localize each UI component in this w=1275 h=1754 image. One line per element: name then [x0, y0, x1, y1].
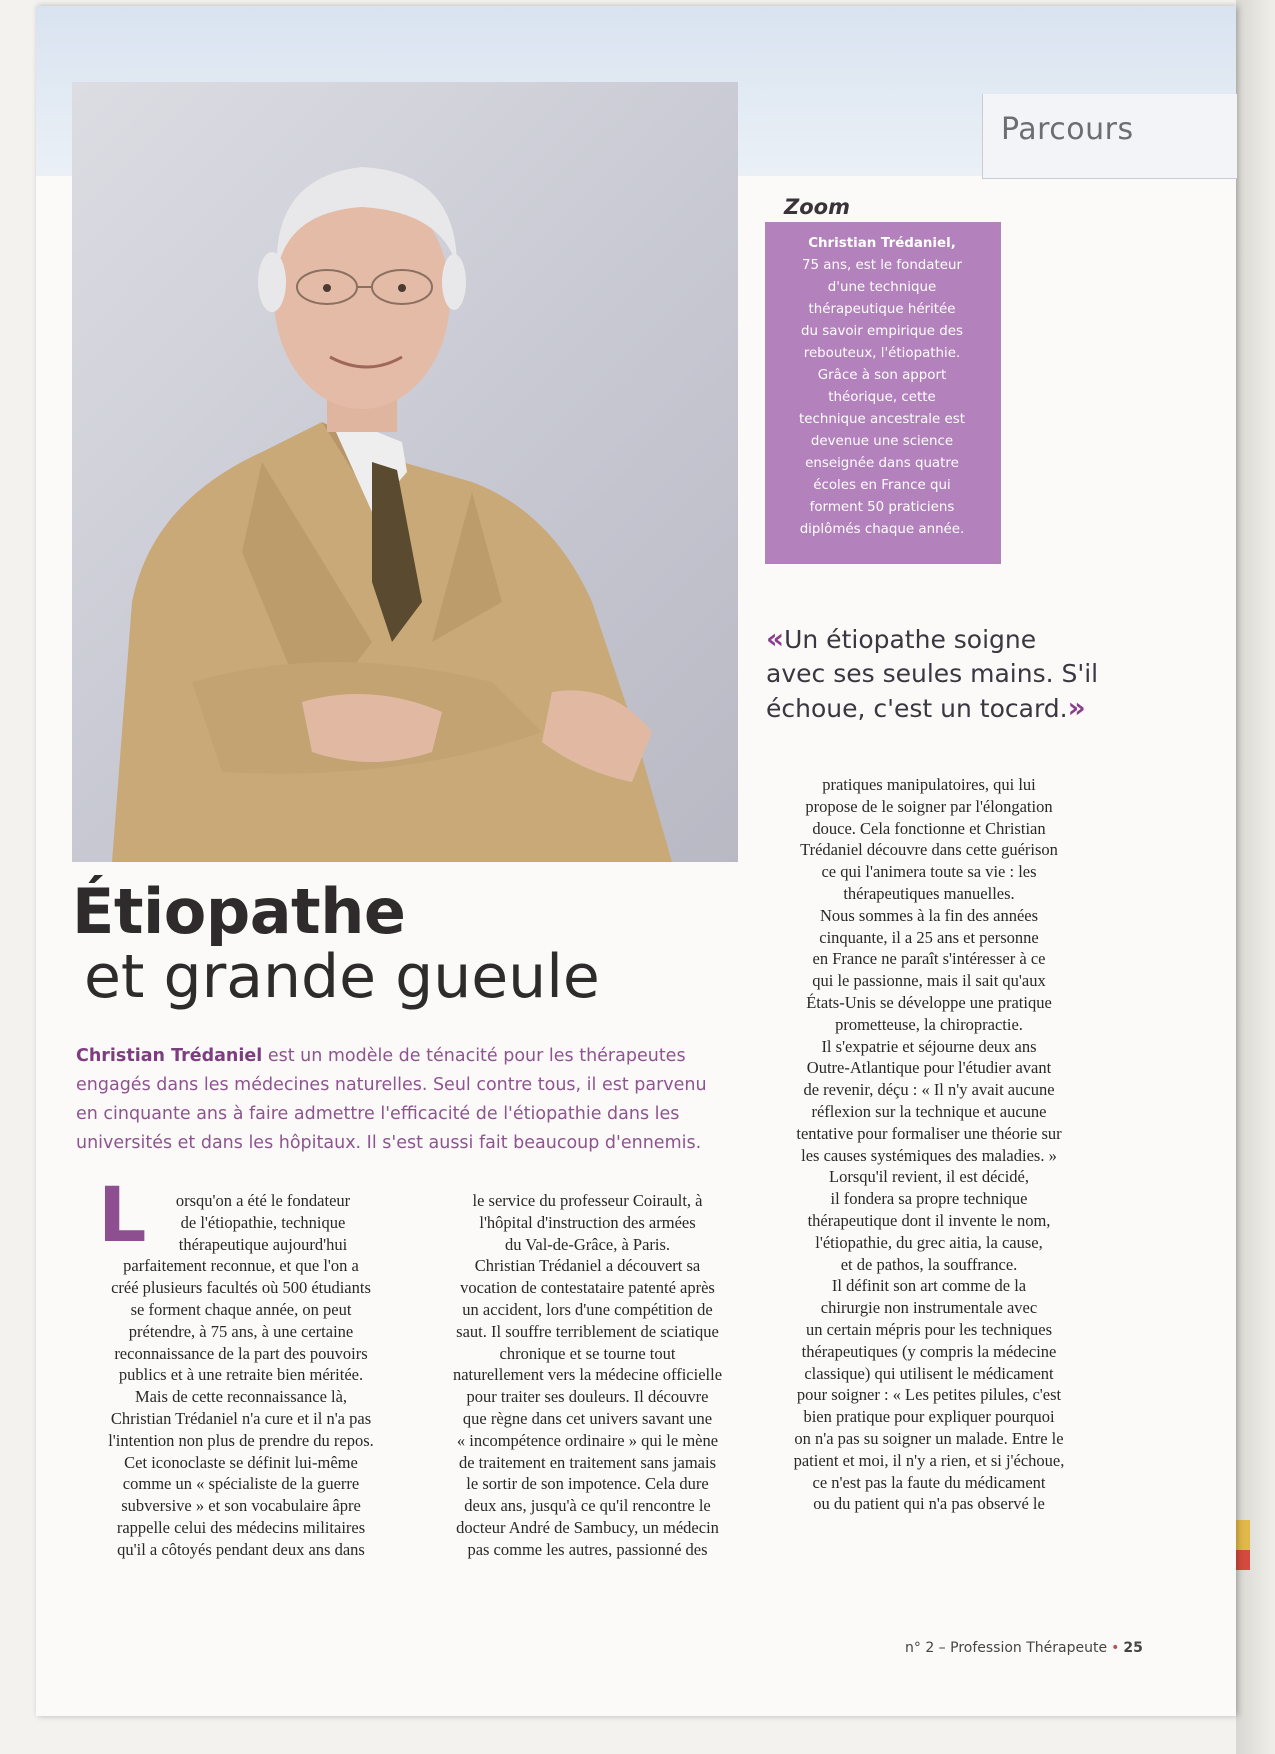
article-line: de l'étiopathie, technique: [180, 1212, 346, 1232]
lead-name: Christian Trédaniel: [76, 1046, 263, 1066]
footer-bullet: •: [1111, 1640, 1120, 1656]
article-line: « incompétence ordinaire » qui le mène: [456, 1430, 719, 1450]
article-line: docteur André de Sambucy, un médecin: [456, 1517, 719, 1537]
article-line: Outre-Atlantique pour l'étudier avant: [806, 1058, 1052, 1078]
article-line: qu'il a côtoyés pendant deux ans dans: [117, 1539, 365, 1559]
zoom-line: devenue une science: [810, 434, 954, 449]
article-line: patient et moi, il n'y a rien, et si j'échoue,: [793, 1450, 1065, 1470]
section-label: Parcours: [1001, 112, 1134, 147]
article-line: créé plusieurs facultés où 500 étudiants: [111, 1278, 371, 1298]
headline-line-1: Étiopathe: [72, 875, 406, 948]
article-line: reconnaissance de la part des pouvoirs: [114, 1343, 368, 1363]
article-line: subversive » et son vocabulaire âpre: [121, 1496, 361, 1516]
lead-text: en cinquante ans à faire admettre l'efficacité de l'étiopathie dans les: [76, 1104, 680, 1124]
pull-quote: [766, 622, 1156, 726]
article-line: Christian Trédaniel n'a cure et il n'a pas: [110, 1408, 372, 1428]
article-line: propose de le soigner par l'élongation: [805, 796, 1053, 816]
article-line: ou du patient qui n'a pas observé le: [813, 1494, 1045, 1514]
article-line: un certain mépris pour les techniques: [805, 1319, 1053, 1339]
article-headline: [72, 875, 752, 1012]
zoom-box: [765, 222, 1001, 564]
lead-text: engagés dans les médecines naturelles. Seul contre tous, il est parvenu: [76, 1075, 707, 1095]
article-line: comme un « spécialiste de la guerre: [122, 1474, 360, 1494]
article-line: l'hôpital d'instruction des armées: [479, 1212, 696, 1232]
edge-mark-red: [1236, 1550, 1250, 1570]
article-line: un accident, lors d'une compétition de: [462, 1299, 713, 1319]
article-line: le service du professeur Coirault, à: [472, 1191, 703, 1210]
article-line: vocation de contestataire patenté après: [460, 1278, 715, 1298]
page-edge: [1236, 0, 1275, 1754]
zoom-line: d'une technique: [827, 280, 937, 295]
drop-cap: L: [98, 1170, 147, 1259]
zoom-line: diplômés chaque année.: [799, 522, 965, 537]
article-line: ce n'est pas la faute du médicament: [812, 1472, 1046, 1492]
article-line: en France ne paraît s'intéresser à ce: [812, 949, 1046, 969]
article-line: tentative pour formaliser une théorie sur: [796, 1123, 1062, 1143]
article-line: thérapeutiques manuelles.: [843, 883, 1015, 903]
article-line: se forment chaque année, on peut: [130, 1299, 352, 1319]
article-line: États-Unis se développe une pratique: [806, 992, 1052, 1012]
article-lead: [76, 1042, 756, 1158]
article-line: prometteuse, la chiropractie.: [835, 1014, 1023, 1034]
zoom-line: technique ancestrale est: [799, 412, 965, 427]
article-line: Nous sommes à la fin des années: [819, 905, 1039, 925]
edge-mark-yellow: [1236, 1520, 1250, 1550]
article-line: Mais de cette reconnaissance là,: [134, 1387, 348, 1407]
article-line: orsqu'on a été le fondateur: [175, 1191, 351, 1210]
lead-text: universités et dans les hôpitaux. Il s'est aussi fait beaucoup d'ennemis.: [76, 1133, 702, 1153]
page-footer: [905, 1640, 1143, 1656]
article-line: parfaitement reconnue, et que l'on a: [123, 1256, 359, 1276]
article-line: classique) qui utilisent le médicament: [804, 1363, 1054, 1383]
article-line: on n'a pas su soigner un malade. Entre le: [794, 1428, 1064, 1448]
article-line: de traitement en traitement sans jamais: [458, 1452, 717, 1472]
article-line: Trédaniel découvre dans cette guérison: [800, 840, 1058, 860]
article-line: du Val-de-Grâce, à Paris.: [504, 1234, 671, 1254]
zoom-line: théorique, cette: [828, 390, 936, 405]
article-column-1: [76, 1190, 406, 1561]
article-line: bien pratique pour expliquer pourquoi: [803, 1407, 1055, 1427]
quote-line: avec ses seules mains. S'il: [766, 659, 1099, 688]
zoom-line: thérapeutique héritée: [808, 302, 956, 317]
quote-close-mark: »: [1067, 691, 1086, 724]
article-line: thérapeutiques (y compris la médecine: [801, 1341, 1057, 1361]
article-line: chronique et se tourne tout: [499, 1343, 676, 1363]
article-line: ce qui l'animera toute sa vie : les: [821, 862, 1037, 882]
zoom-line: du savoir empirique des: [801, 324, 963, 339]
zoom-line: forment 50 praticiens: [809, 500, 955, 515]
article-line: publics et à une retraite bien méritée.: [118, 1365, 364, 1385]
article-line: le sortir de son impotence. Cela dure: [466, 1474, 709, 1494]
article-line: qui le passionne, mais il sait qu'aux: [812, 971, 1046, 991]
article-line: que règne dans cet univers savant une: [462, 1408, 713, 1428]
article-line: les causes systémiques des maladies. »: [801, 1145, 1057, 1165]
article-line: thérapeutique aujourd'hui: [178, 1234, 348, 1254]
article-line: et de pathos, la souffrance.: [840, 1254, 1018, 1274]
portrait-photo: [72, 82, 738, 862]
article-line: pour traiter ses douleurs. Il découvre: [466, 1387, 709, 1407]
article-line: il fondera sa propre technique: [830, 1189, 1028, 1209]
article-line: prétendre, à 75 ans, à une certaine: [128, 1321, 354, 1341]
article-column-3: [766, 774, 1092, 1515]
article-line: pas comme les autres, passionné des: [467, 1539, 708, 1559]
article-column-2: [420, 1190, 755, 1561]
page-number: 25: [1123, 1640, 1143, 1656]
zoom-name: Christian Trédaniel,: [808, 236, 956, 251]
quote-open-mark: «: [766, 622, 785, 655]
zoom-line: Grâce à son apport: [817, 368, 947, 383]
article-line: Cet iconoclaste se définit lui-même: [124, 1452, 358, 1472]
quote-line: Un étiopathe soigne: [784, 625, 1037, 654]
zoom-line: écoles en France qui: [813, 478, 951, 493]
portrait-illustration: [72, 82, 738, 862]
article-line: de revenir, déçu : « Il n'y avait aucune: [803, 1080, 1055, 1100]
article-line: réflexion sur la technique et aucune: [811, 1101, 1047, 1121]
article-line: pour soigner : « Les petites pilules, c'est: [796, 1385, 1062, 1405]
article-line: saut. Il souffre terriblement de sciatique: [456, 1321, 719, 1341]
article-line: cinquante, il a 25 ans et personne: [819, 927, 1039, 947]
article-line: l'intention non plus de prendre du repos.: [108, 1430, 374, 1450]
lead-text: est un modèle de ténacité pour les thérapeutes: [262, 1046, 686, 1066]
article-line: Christian Trédaniel a découvert sa: [474, 1256, 701, 1276]
article-line: rappelle celui des médecins militaires: [116, 1517, 366, 1537]
article-line: l'étiopathie, du grec aitia, la cause,: [815, 1232, 1043, 1252]
article-line: douce. Cela fonctionne et Christian: [812, 818, 1046, 838]
article-line: chirurgie non instrumentale avec: [820, 1298, 1038, 1318]
headline-line-2: et grande gueule: [84, 942, 600, 1012]
article-line: naturellement vers la médecine officielle: [452, 1365, 723, 1385]
footer-issue: n° 2 – Profession Thérapeute: [905, 1640, 1108, 1656]
article-line: Lorsqu'il revient, il est décidé,: [829, 1167, 1029, 1187]
zoom-title: Zoom: [784, 195, 850, 219]
article-line: deux ans, jusqu'à ce qu'il rencontre le: [464, 1496, 711, 1516]
zoom-line: enseignée dans quatre: [805, 456, 959, 471]
article-line: Il définit son art comme de la: [831, 1276, 1027, 1296]
zoom-line: 75 ans, est le fondateur: [802, 258, 962, 273]
article-line: thérapeutique dont il invente le nom,: [807, 1210, 1051, 1230]
article-line: Il s'expatrie et séjourne deux ans: [821, 1036, 1037, 1056]
quote-line: échoue, c'est un tocard.: [766, 694, 1068, 723]
zoom-line: rebouteux, l'étiopathie.: [803, 346, 961, 361]
article-line: pratiques manipulatoires, qui lui: [822, 775, 1036, 794]
